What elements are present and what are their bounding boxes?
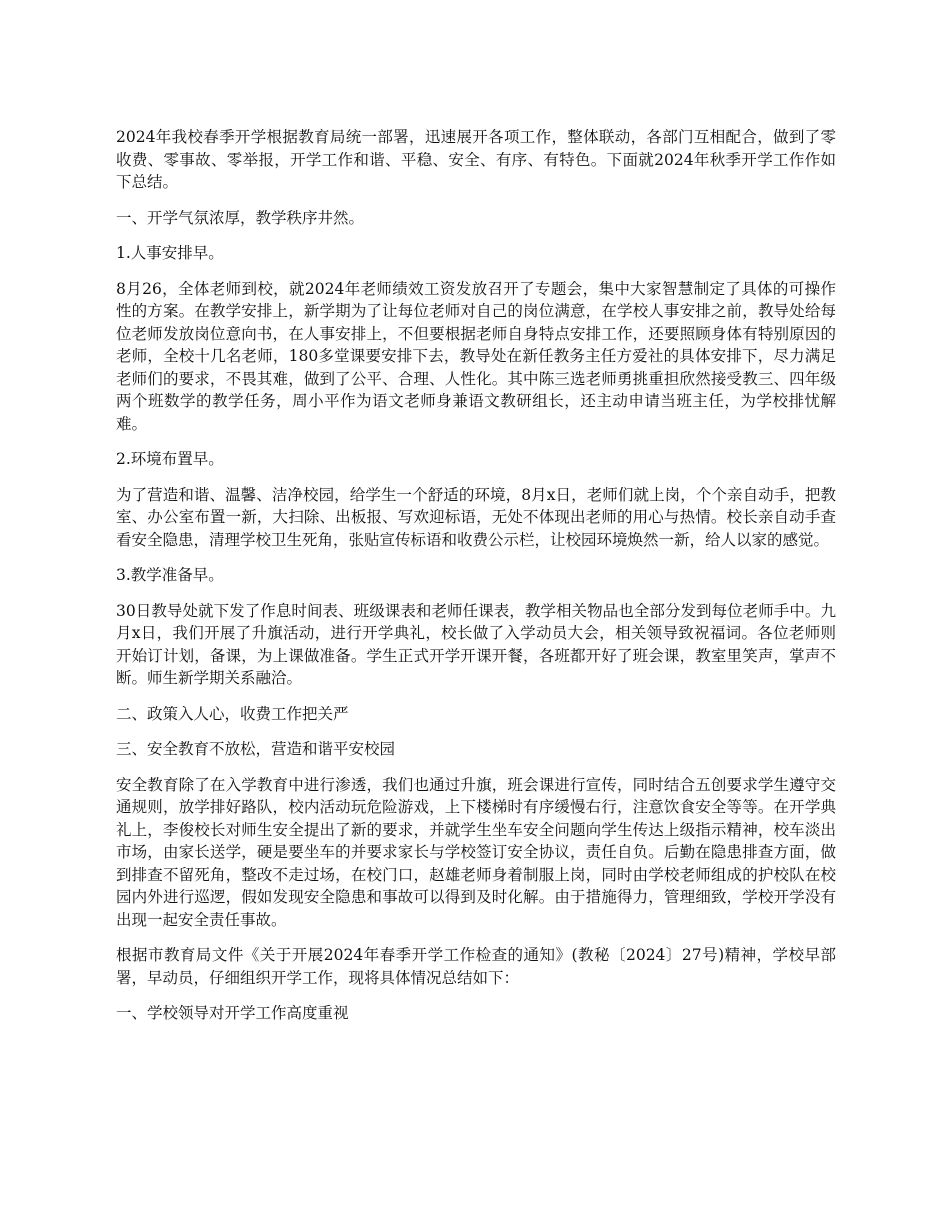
section-heading-3: 三、安全教育不放松，营造和谐平安校园 — [116, 740, 396, 758]
personnel-paragraph: 8月26，全体老师到校，就2024年老师绩效工资发放召开了专题会，集中大家智慧制定了具体的可操作性的方案。在教学安排上，新学期为了让每位老师对自己的岗位满意，在学校人事安排之前，教导处给每位老师发放岗位意向书，在人事安排上，不但要根据老师自身特点安排工作，还要照顾身体有特别原因的老师，全校十几名老师，180多堂课要安排下去，教导处在新任教务主任方爱社的具体安排下，尽力满足老师们的要求，不畏其难，做到了公平、合理、人性化。其中陈三选老师勇挑重担欣然接受教三、四年级两个班数学的教学任务，周小平作为语文老师身兼语文教研组长，还主动申请当班主任，为学校排忧解难。 — [116, 279, 836, 433]
section-heading-2: 二、政策入人心，收费工作把关严 — [116, 704, 349, 723]
inspection-paragraph: 根据市教育局文件《关于开展2024年春季开学工作检查的通知》(教秘〔2024〕27号)精神，学校早部署，早动员，仔细组织开学工作，现将具体情况总结如下： — [116, 946, 836, 987]
intro-paragraph: 2024年我校春季开学根据教育局统一部署，迅速展开各项工作，整体联动，各部门互相配合，做到了零收费、零事故、零举报，开学工作和谐、平稳、安全、有序、有特色。下面就2024年秋季开学工作作如下总结。 — [116, 128, 836, 191]
safety-paragraph: 安全教育除了在入学教育中进行渗透，我们也通过升旗，班会课进行宣传，同时结合五创要求学生遵守交通规则，放学排好路队，校内活动玩危险游戏，上下楼梯时有序缓慢右行，注意饮食安全等等。在开学典礼上，李俊校长对师生安全提出了新的要求，并就学生坐车安全问题向学生传达上级指示精神，校车淡出市场，由家长送学，硬是要坐车的并要求家长与学校签订安全协议，责任自负。后勤在隐患排查方面，做到排查不留死角，整改不走过场，在校门口，赵雄老师身着制服上岗，同时由学校老师组成的护校队在校园内外进行巡逻，假如发现安全隐患和事故可以得到及时化解。由于措施得力，管理细致，学校开学没有出现一起安全责任事故。 — [116, 775, 836, 929]
teaching-prep-paragraph: 30日教导处就下发了作息时间表、班级课表和老师任课表，教学相关物品也全部分发到每位老师手中。九月x日，我们开展了升旗活动，进行开学典礼，校长做了入学动员大会，相关领导致祝福词。各位老师则开始订计划，备课，为上课做准备。学生正式开学开课开餐，各班都开好了班会课，教室里笑声，掌声不断。师生新学期关系融洽。 — [116, 601, 836, 687]
environment-paragraph: 为了营造和谐、温馨、洁净校园，给学生一个舒适的环境，8月x日，老师们就上岗，个个亲自动手，把教室、办公室布置一新，大扫除、出板报、写欢迎标语，无处不体现出老师的用心与热情。校长亲自动手查看安全隐患，清理学校卫生死角，张贴宣传标语和收费公示栏，让校园环境焕然一新，给人以家的感觉。 — [116, 485, 836, 549]
subheading-environment: 2.环境布置早。 — [116, 450, 224, 468]
document-page — [116, 126, 836, 1038]
section-heading-leadership: 一、学校领导对开学工作高度重视 — [116, 1004, 349, 1022]
subheading-personnel: 1.人事安排早。 — [116, 244, 224, 262]
subheading-teaching-prep: 3.教学准备早。 — [116, 566, 224, 584]
section-heading-1: 一、开学气氛浓厚，教学秩序井然。 — [116, 208, 365, 227]
